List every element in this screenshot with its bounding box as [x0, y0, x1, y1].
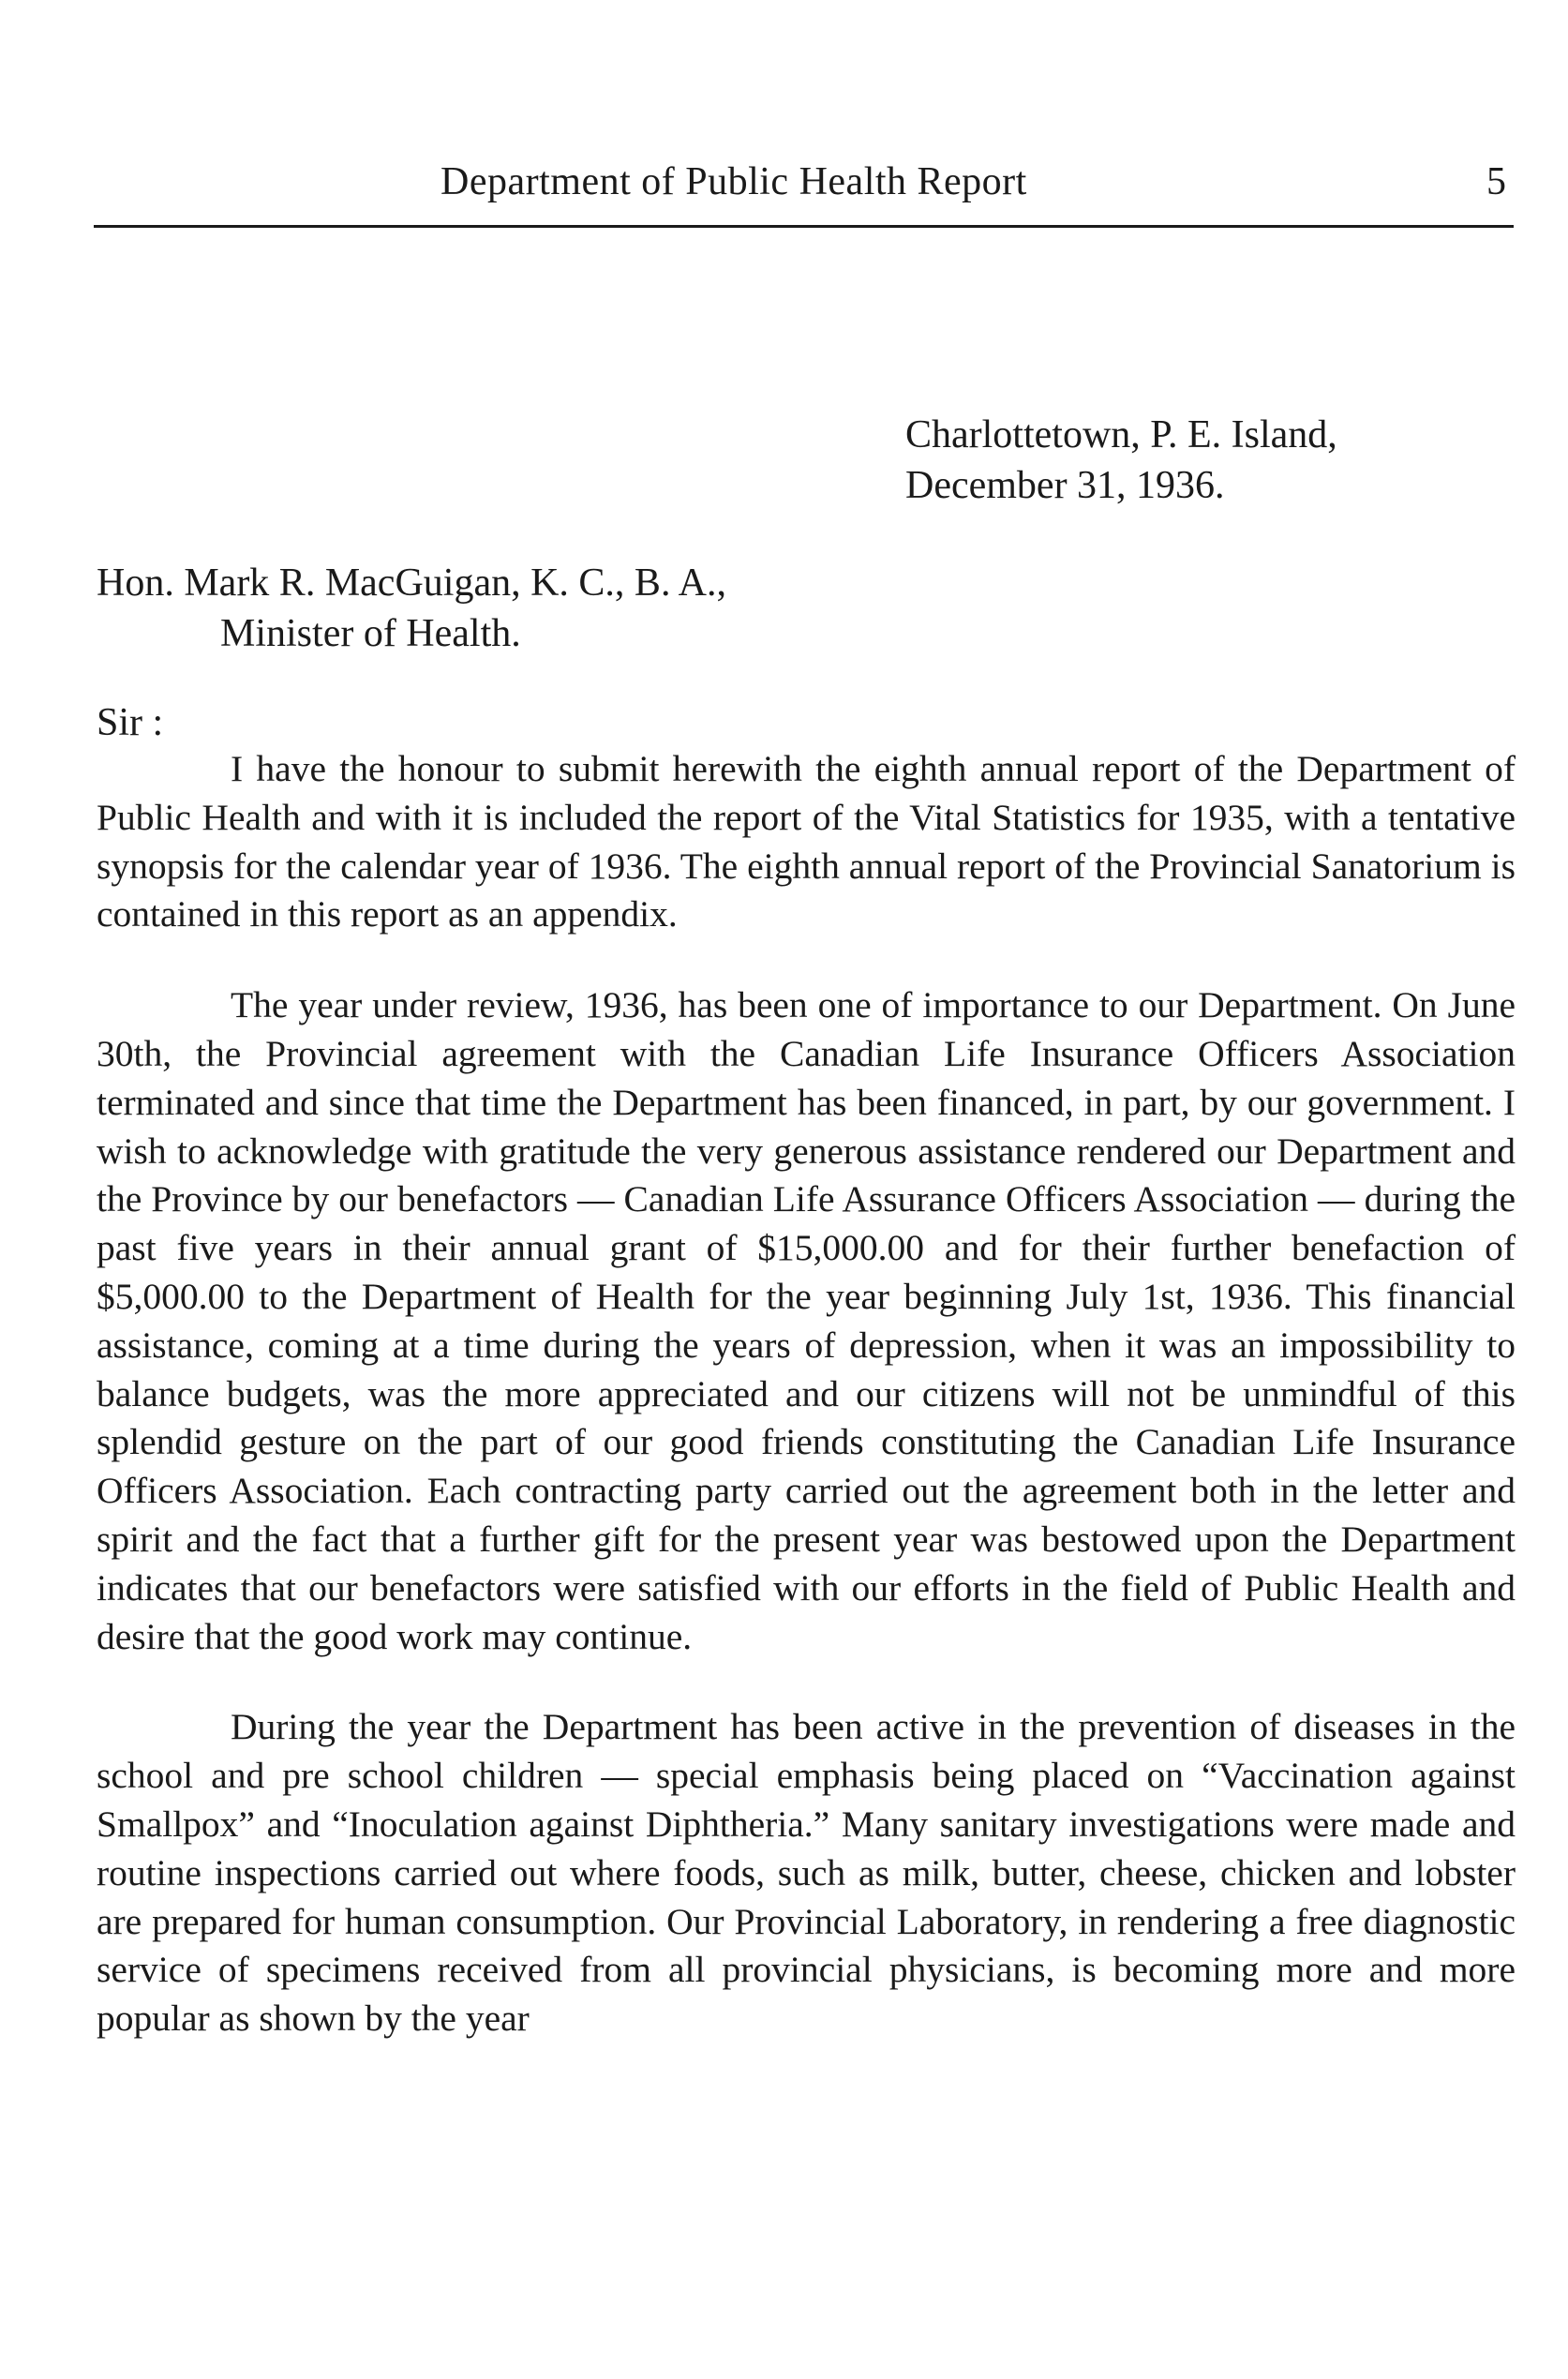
- dateline: [905, 410, 1337, 511]
- salutation: Sir :: [97, 701, 164, 744]
- addressee-name: Hon. Mark R. MacGuigan, K. C., B. A.,: [97, 561, 726, 605]
- page-number: 5: [1486, 160, 1506, 203]
- paragraph: I have the honour to submit herewith the eighth annual report of the Department of Public Health and with it is included the report of the Vital Statistics for 1935, with a tentative synopsis for the calendar year of 1936. The eighth annual report of the Provincial Sanatorium is contained in this report as an appendix.: [97, 748, 1516, 935]
- running-header: [94, 159, 1514, 228]
- dateline-place: Charlottetown, P. E. Island,: [905, 413, 1337, 456]
- addressee: [97, 558, 726, 659]
- running-header-title: Department of Public Health Report: [441, 160, 1027, 203]
- dateline-date: December 31, 1936.: [905, 464, 1225, 507]
- paragraph: The year under review, 1936, has been one of importance to our Department. On June 30th, the Provincial agreement with the Canadian Life Insurance Officers Association terminated and since that time the Department has been financed, in part, by our government. I wish to acknowledge with gratitude the very generous assistance rendered our Department and the Province by our benefactors — Canadian Life Assurance Officers Association — during the past five years in their annual grant of $15,000.00 and for their further benefaction of $5,000.00 to the Department of Health for the year beginning July 1st, 1936. This financial assistance, coming at a time during the years of depression, when it was an impossibility to balance budgets, was the more appreciated and our citizens will not be unmindful of this splendid gesture on the part of our good friends constituting the Canadian Life Insurance Officers Association. Each contracting party carried out the agreement both in the letter and spirit and the fact that a further gift for the present year was bestowed upon the Department indicates that our benefactors were satisfied with our efforts in the field of Public Health and desire that the good work may continue.: [97, 984, 1516, 1657]
- paragraph: During the year the Department has been active in the prevention of diseases in the school and pre school children — special emphasis being placed on “Vaccination against Smallpox” and “Inoculation against Diphtheria.” Many sanitary investigations were made and routine inspections carried out where foods, such as milk, butter, cheese, chicken and lobster are prepared for human consumption. Our Provincial Laboratory, in rendering a free diagnostic service of specimens received from all provincial physicians, is becoming more and more popular as shown by the year: [97, 1706, 1516, 2040]
- addressee-title: Minister of Health.: [220, 612, 521, 655]
- letter-body: [97, 745, 1516, 2086]
